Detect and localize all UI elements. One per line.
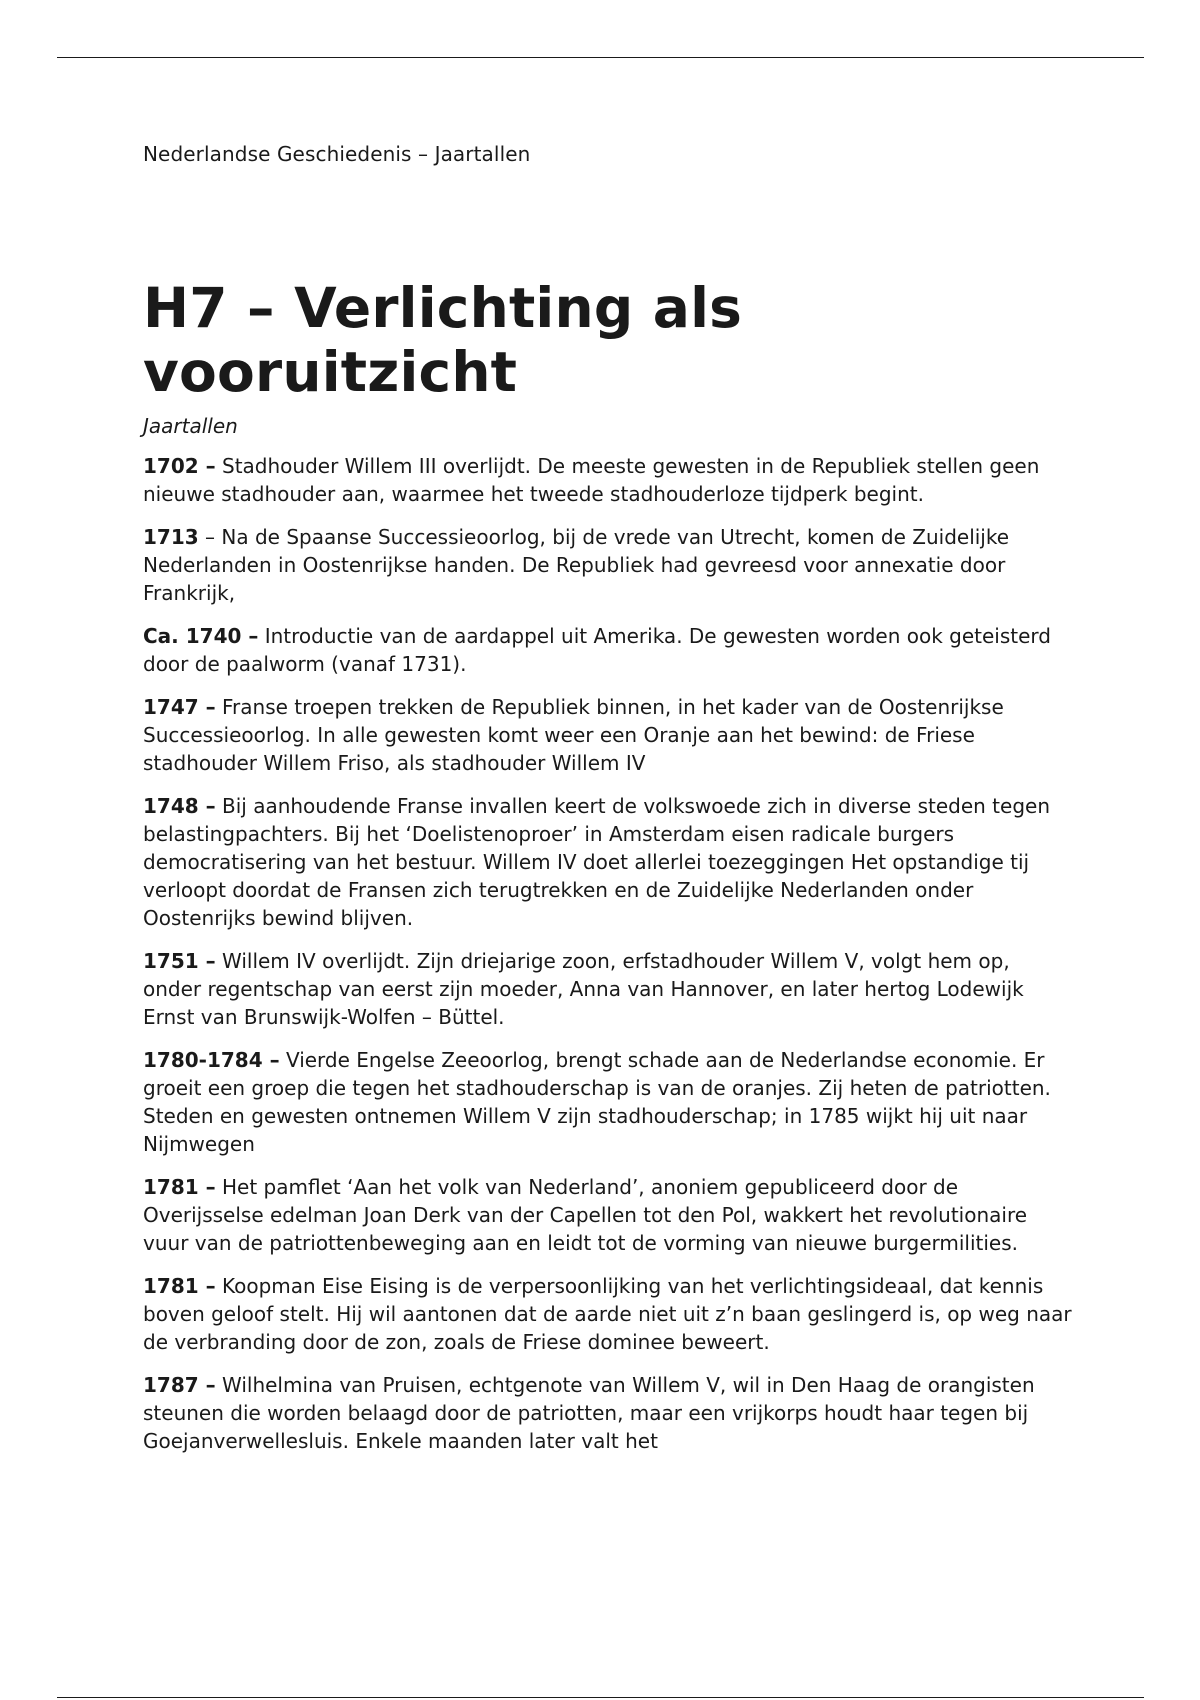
entry-year: 1748 –: [143, 794, 216, 818]
document-subtitle: Jaartallen: [143, 414, 238, 438]
entry-year: 1781 –: [143, 1175, 216, 1199]
entry-text: Bij aanhoudende Franse invallen keert de volkswoede zich in diverse steden tegen belastingpachters. Bij het ‘Doelistenoproer’ in Amsterdam eisen radicale burgers democratisering van het bestuur. Willem IV doet allerlei toezeggingen Het opstandige tij verloopt doordat de Fransen zich terugtrekken en de Zuidelijke Nederlanden onder Oostenrijks bewind blijven.: [143, 794, 1050, 930]
timeline-entry-1747: [143, 693, 1073, 777]
entry-year: Ca. 1740 –: [143, 624, 259, 648]
timeline-entry-1787: [143, 1371, 1073, 1455]
timeline-entry-1748: [143, 792, 1073, 932]
entry-text: Vierde Engelse Zeeoorlog, brengt schade aan de Nederlandse economie. Er groeit een groep die tegen het stadhouderschap is van de oranjes. Zij heten de patriotten. Steden en gewesten ontnemen Willem V zijn stadhouderschap; in 1785 wijkt hij uit naar Nijmwegen: [143, 1048, 1051, 1156]
entry-year: 1747 –: [143, 695, 216, 719]
entry-year: 1787 –: [143, 1373, 216, 1397]
timeline-entry-1713: [143, 523, 1073, 607]
entry-year: 1781 –: [143, 1274, 216, 1298]
entry-text: Willem IV overlijdt. Zijn driejarige zoon, erfstadhouder Willem V, volgt hem op, onder regentschap van eerst zijn moeder, Anna van Hannover, en later hertog Lodewijk Ernst van Brunswijk-Wolfen – Büttel.: [143, 949, 1024, 1029]
entry-text: – Na de Spaanse Successieoorlog, bij de vrede van Utrecht, komen de Zuidelijke Nederlanden in Oostenrijkse handen. De Republiek had gevreesd voor annexatie door Frankrijk,: [143, 525, 1010, 605]
entry-text: Stadhouder Willem III overlijdt. De meeste gewesten in de Republiek stellen geen nieuwe stadhouder aan, waarmee het tweede stadhouderloze tijdperk begint.: [143, 454, 1040, 506]
timeline-entry-1781-pamflet: [143, 1173, 1073, 1257]
bottom-rule: [57, 1697, 1144, 1698]
timeline-entries: [143, 452, 1073, 1455]
entry-year: 1780-1784 –: [143, 1048, 280, 1072]
timeline-entry-1740: [143, 622, 1073, 678]
running-header: Nederlandse Geschiedenis – Jaartallen: [143, 142, 531, 166]
entry-year: 1702 –: [143, 454, 216, 478]
entry-text: Introductie van de aardappel uit Amerika. De gewesten worden ook geteisterd door de paalworm (vanaf 1731).: [143, 624, 1051, 676]
timeline-entry-1781-eisinga: [143, 1272, 1073, 1356]
timeline-entry-1702: [143, 452, 1073, 508]
timeline-entry-1751: [143, 947, 1073, 1031]
timeline-entry-1780-1784: [143, 1046, 1073, 1158]
page-content: [143, 140, 1073, 1470]
entry-text: Wilhelmina van Pruisen, echtgenote van Willem V, wil in Den Haag de orangisten steunen die worden belaagd door de patriotten, maar een vrijkorps houdt haar tegen bij Goejanverwellesluis. Enkele maanden later valt het: [143, 1373, 1035, 1453]
entry-text: Franse troepen trekken de Republiek binnen, in het kader van de Oostenrijkse Successieoorlog. In alle gewesten komt weer een Oranje aan het bewind: de Friese stadhouder Willem Friso, als stadhouder Willem IV: [143, 695, 1004, 775]
document-title: H7 – Verlichting als vooruitzicht: [143, 276, 743, 404]
entry-text: Koopman Eise Eising is de verpersoonlijking van het verlichtingsideaal, dat kennis boven geloof stelt. Hij wil aantonen dat de aarde niet uit z’n baan geslingerd is, op weg naar de verbranding door de zon, zoals de Friese dominee beweert.: [143, 1274, 1072, 1354]
top-rule: [57, 57, 1144, 58]
entry-text: Het pamflet ‘Aan het volk van Nederland’, anoniem gepubliceerd door de Overijsselse edelman Joan Derk van der Capellen tot den Pol, wakkert het revolutionaire vuur van de patriottenbeweging aan en leidt tot de vorming van nieuwe burgermilities.: [143, 1175, 1028, 1255]
entry-year: 1751 –: [143, 949, 216, 973]
entry-year: 1713: [143, 525, 199, 549]
